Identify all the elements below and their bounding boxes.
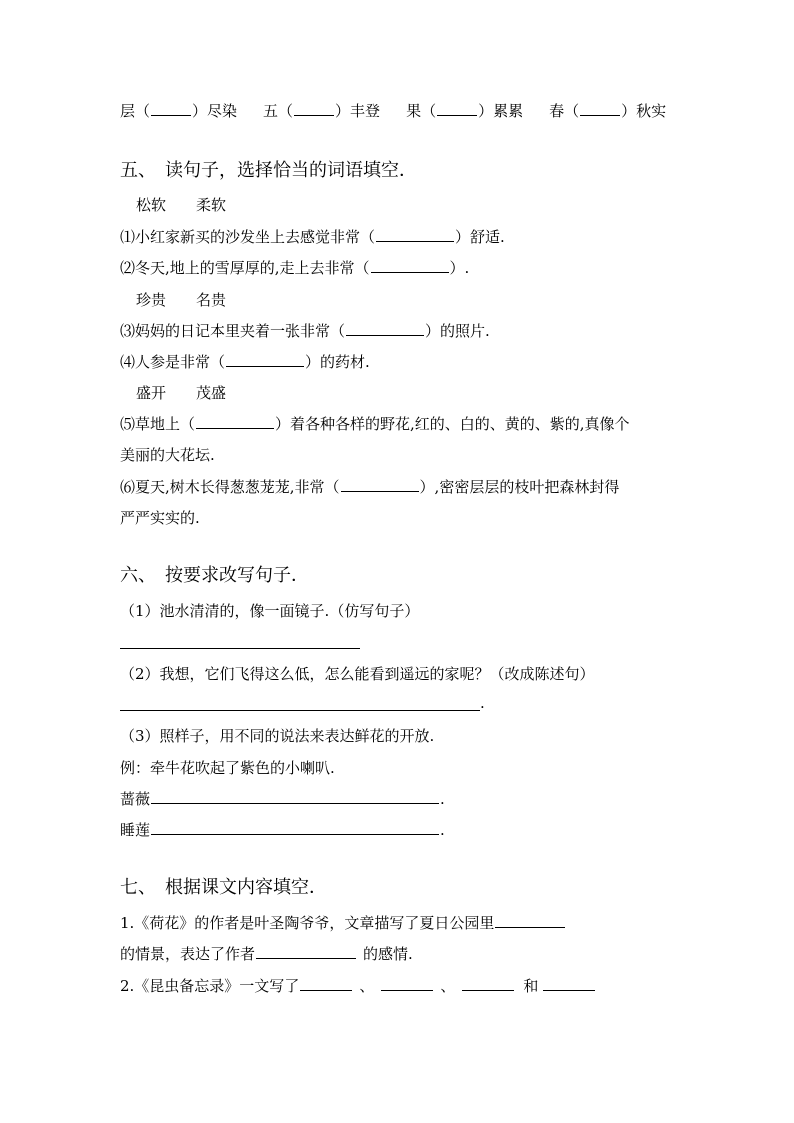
question-5-1: ⑴小红家新买的沙发坐上去感觉非常（ ）舒适. (120, 228, 505, 246)
answer-blank[interactable] (371, 258, 449, 273)
answer-blank[interactable] (437, 101, 477, 116)
question-5-5-cont: 美丽的大花坛. (120, 446, 215, 464)
question-5-2: ⑵冬天,地上的雪厚厚的,走上去非常（ ）. (120, 259, 470, 277)
question-6-2: （2）我想，它们飞得这么低，怎么能看到遥远的家呢？（改成陈述句） (120, 665, 595, 683)
question-5-6-cont: 严严实实的. (120, 509, 200, 527)
answer-blank[interactable] (346, 321, 424, 336)
answer-blank[interactable] (294, 101, 334, 116)
answer-blank[interactable] (381, 976, 433, 991)
word-choices-3: 盛开 茂盛 (136, 384, 227, 402)
section7-title: 七、 根据课文内容填空． (120, 877, 327, 898)
question-6-1: （1）池水清清的，像一面镜子.（仿写句子） (120, 602, 420, 620)
answer-blank[interactable] (151, 789, 439, 804)
answer-line-6-2[interactable] (120, 710, 480, 711)
section6-title: 六、 按要求改写句子． (120, 565, 309, 586)
question-5-3: ⑶妈妈的日记本里夹着一张非常（ ）的照片. (120, 322, 490, 340)
idiom-3: 果（ ）累累 (406, 102, 524, 120)
question-6-3: （3）照样子，用不同的说法来表达鲜花的开放. (120, 727, 435, 745)
word-choices-1: 松软 柔软 (136, 196, 227, 214)
answer-blank[interactable] (580, 101, 620, 116)
answer-blank[interactable] (376, 227, 454, 242)
idiom-fill-line (120, 101, 666, 121)
answer-blank[interactable] (151, 101, 191, 116)
question-7-1-cont: 的情景，表达了作者 的感情. (120, 945, 413, 963)
section5-title: 五、 读句子，选择恰当的词语填空． (120, 160, 417, 181)
answer-blank[interactable] (495, 913, 565, 928)
answer-blank[interactable] (256, 944, 356, 959)
answer-line-6-2-period: . (480, 694, 485, 712)
question-7-2: 2.《昆虫备忘录》一文写了 、 、 和 (120, 976, 596, 996)
question-5-5: ⑸草地上（ ）着各种各样的野花,红的、白的、黄的、紫的,真像个 (120, 415, 630, 433)
rose-line: 蔷薇 . (120, 790, 445, 808)
answer-blank[interactable] (543, 976, 595, 991)
answer-line-6-1[interactable] (120, 648, 360, 649)
idiom-4: 春（ ）秋实 (549, 102, 667, 120)
question-5-6: ⑹夏天,树木长得葱葱茏茏,非常（ ）,密密层层的枝叶把森林封得 (120, 478, 620, 496)
example-sentence: 例：牵牛花吹起了紫色的小喇叭. (120, 759, 335, 777)
word-choices-2: 珍贵 名贵 (136, 291, 227, 309)
answer-blank[interactable] (341, 477, 419, 492)
idiom-2: 五（ ）丰登 (263, 102, 381, 120)
answer-blank[interactable] (226, 352, 304, 367)
lotus-line: 睡莲 . (120, 821, 445, 839)
question-5-4: ⑷人参是非常（ ）的药材. (120, 353, 370, 371)
answer-blank[interactable] (462, 976, 514, 991)
answer-blank[interactable] (300, 976, 352, 991)
answer-blank[interactable] (196, 414, 274, 429)
question-7-1: 1.《荷花》的作者是叶圣陶爷爷，文章描写了夏日公园里 (120, 913, 566, 933)
answer-blank[interactable] (151, 820, 439, 835)
idiom-1: 层（ ）尽染 (120, 102, 238, 120)
